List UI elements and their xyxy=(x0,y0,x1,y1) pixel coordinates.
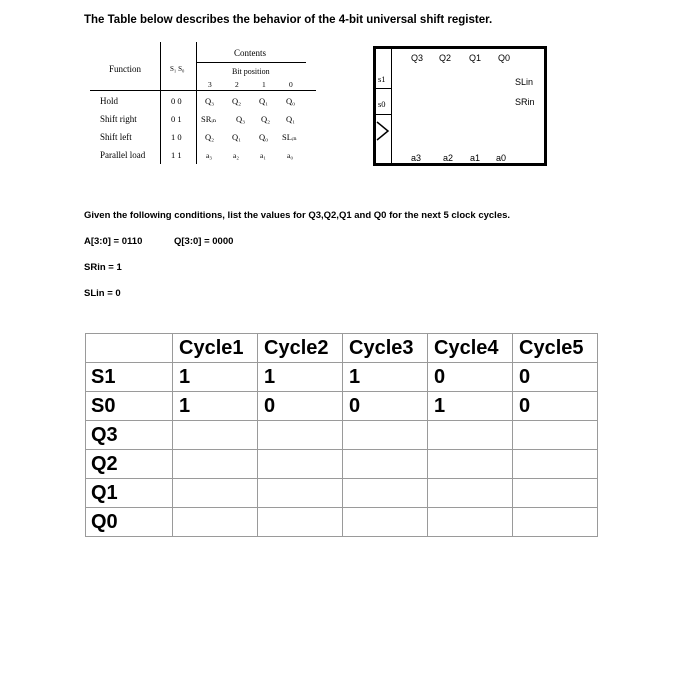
q0-cycle4[interactable] xyxy=(428,508,513,537)
register-input-a2: a2 xyxy=(443,153,454,163)
q2-cycle1[interactable] xyxy=(173,450,258,479)
cycle-row-s1 xyxy=(86,363,598,392)
register-s1-rule xyxy=(376,88,391,89)
q3-cycle1[interactable] xyxy=(173,421,258,450)
s1-cycle3[interactable]: 1 xyxy=(343,363,428,392)
row-label-q3: Q3 xyxy=(86,421,173,450)
function-row-hold: Hold xyxy=(100,96,118,106)
bit-shift-left-3: Q₂ xyxy=(205,132,215,142)
function-row-shift-left: Shift left xyxy=(100,132,132,142)
function-table-divider-2 xyxy=(196,42,197,164)
function-table-header-rule xyxy=(90,90,316,91)
select-shift-left: 1 0 xyxy=(171,132,182,142)
bit-shift-right-2: Q₃ xyxy=(236,114,246,124)
s0-cycle4[interactable]: 1 xyxy=(428,392,513,421)
function-row-parallel-load: Parallel load xyxy=(100,150,146,160)
register-s0-label: s0 xyxy=(378,99,386,109)
row-label-s0: S0 xyxy=(86,392,173,421)
s1-cycle2[interactable]: 1 xyxy=(258,363,343,392)
cycle-table xyxy=(85,333,598,537)
q0-cycle2[interactable] xyxy=(258,508,343,537)
bit-shift-left-1: Q₀ xyxy=(259,132,269,142)
s0-cycle2[interactable]: 0 xyxy=(258,392,343,421)
row-label-q1: Q1 xyxy=(86,479,173,508)
cycle-row-q3 xyxy=(86,421,598,450)
q0-cycle3[interactable] xyxy=(343,508,428,537)
q3-cycle4[interactable] xyxy=(428,421,513,450)
q2-cycle3[interactable] xyxy=(343,450,428,479)
s1-cycle5[interactable]: 0 xyxy=(513,363,598,392)
s0-cycle5[interactable]: 0 xyxy=(513,392,598,421)
condition-q-value: Q[3:0] = 0000 xyxy=(174,236,234,247)
select-shift-right: 0 1 xyxy=(171,114,182,124)
bit-shift-right-1: Q₂ xyxy=(261,114,271,124)
register-s0-rule xyxy=(376,114,391,115)
q3-cycle3[interactable] xyxy=(343,421,428,450)
cycle-header-5: Cycle5 xyxy=(513,334,598,363)
cycle-header-2: Cycle2 xyxy=(258,334,343,363)
bit-position-2: 2 xyxy=(235,80,239,89)
q2-cycle2[interactable] xyxy=(258,450,343,479)
cycle-row-q0 xyxy=(86,508,598,537)
row-label-q2: Q2 xyxy=(86,450,173,479)
register-control-divider xyxy=(391,49,392,163)
condition-srin: SRin = 1 xyxy=(84,262,122,273)
select-header: S₁ S₀ xyxy=(170,65,185,73)
row-label-q0: Q0 xyxy=(86,508,173,537)
cycle-header-4: Cycle4 xyxy=(428,334,513,363)
bit-position-1: 1 xyxy=(262,80,266,89)
cycle-table-header-row xyxy=(86,334,598,363)
q1-cycle3[interactable] xyxy=(343,479,428,508)
q3-cycle2[interactable] xyxy=(258,421,343,450)
register-output-q1: Q1 xyxy=(469,53,482,63)
register-output-q3: Q3 xyxy=(411,53,424,63)
s1-cycle4[interactable]: 0 xyxy=(428,363,513,392)
bit-shift-right-3: SRᵢₙ xyxy=(201,114,217,124)
bit-hold-0: Q₀ xyxy=(286,96,296,106)
bit-shift-left-2: Q₁ xyxy=(232,132,242,142)
bit-position-3: 3 xyxy=(208,80,212,89)
bit-parallel-load-3: a₃ xyxy=(206,151,212,160)
register-output-q0: Q0 xyxy=(498,53,511,63)
bit-parallel-load-2: a₂ xyxy=(233,151,239,160)
bit-position-0: 0 xyxy=(289,80,293,89)
select-parallel-load: 1 1 xyxy=(171,150,182,160)
q0-cycle1[interactable] xyxy=(173,508,258,537)
row-label-s1: S1 xyxy=(86,363,173,392)
s1-cycle1[interactable]: 1 xyxy=(173,363,258,392)
contents-header: Contents xyxy=(234,48,267,58)
cycle-row-q1 xyxy=(86,479,598,508)
q1-cycle2[interactable] xyxy=(258,479,343,508)
function-header: Function xyxy=(109,64,142,74)
bit-hold-3: Q₃ xyxy=(205,96,215,106)
cycle-row-s0 xyxy=(86,392,598,421)
register-srin-label: SRin xyxy=(515,97,535,107)
q2-cycle5[interactable] xyxy=(513,450,598,479)
function-row-shift-right: Shift right xyxy=(100,114,137,124)
bit-position-header: Bit position xyxy=(232,67,270,76)
bit-shift-left-0: SLᵢₙ xyxy=(282,132,297,142)
register-slin-label: SLin xyxy=(515,77,534,87)
q1-cycle4[interactable] xyxy=(428,479,513,508)
register-input-a1: a1 xyxy=(470,153,481,163)
cycle-header-3: Cycle3 xyxy=(343,334,428,363)
condition-slin: SLin = 0 xyxy=(84,288,121,299)
contents-rule xyxy=(196,62,306,63)
function-table-divider-1 xyxy=(160,42,161,164)
cycle-row-q2 xyxy=(86,450,598,479)
s0-cycle3[interactable]: 0 xyxy=(343,392,428,421)
q3-cycle5[interactable] xyxy=(513,421,598,450)
cycle-header-1: Cycle1 xyxy=(173,334,258,363)
register-input-a3: a3 xyxy=(411,153,422,163)
q1-cycle5[interactable] xyxy=(513,479,598,508)
bit-hold-2: Q₂ xyxy=(232,96,242,106)
bit-hold-1: Q₁ xyxy=(259,96,269,106)
register-s1-label: s1 xyxy=(378,74,386,84)
cycle-table-corner xyxy=(86,334,173,363)
q1-cycle1[interactable] xyxy=(173,479,258,508)
bit-shift-right-0: Q₁ xyxy=(286,114,296,124)
select-hold: 0 0 xyxy=(171,96,182,106)
register-output-q2: Q2 xyxy=(439,53,452,63)
condition-a-value: A[3:0] = 0110 xyxy=(84,236,143,247)
q2-cycle4[interactable] xyxy=(428,450,513,479)
conditions-prompt: Given the following conditions, list the values for Q3,Q2,Q1 and Q0 for the next 5 clock cycles. xyxy=(84,210,511,221)
register-input-a0: a0 xyxy=(496,153,507,163)
clock-triangle-icon xyxy=(376,121,390,141)
q0-cycle5[interactable] xyxy=(513,508,598,537)
bit-parallel-load-0: a₀ xyxy=(287,151,293,160)
page-title: The Table below describes the behavior of the 4-bit universal shift register. xyxy=(84,14,493,26)
s0-cycle1[interactable]: 1 xyxy=(173,392,258,421)
bit-parallel-load-1: a₁ xyxy=(260,151,266,160)
